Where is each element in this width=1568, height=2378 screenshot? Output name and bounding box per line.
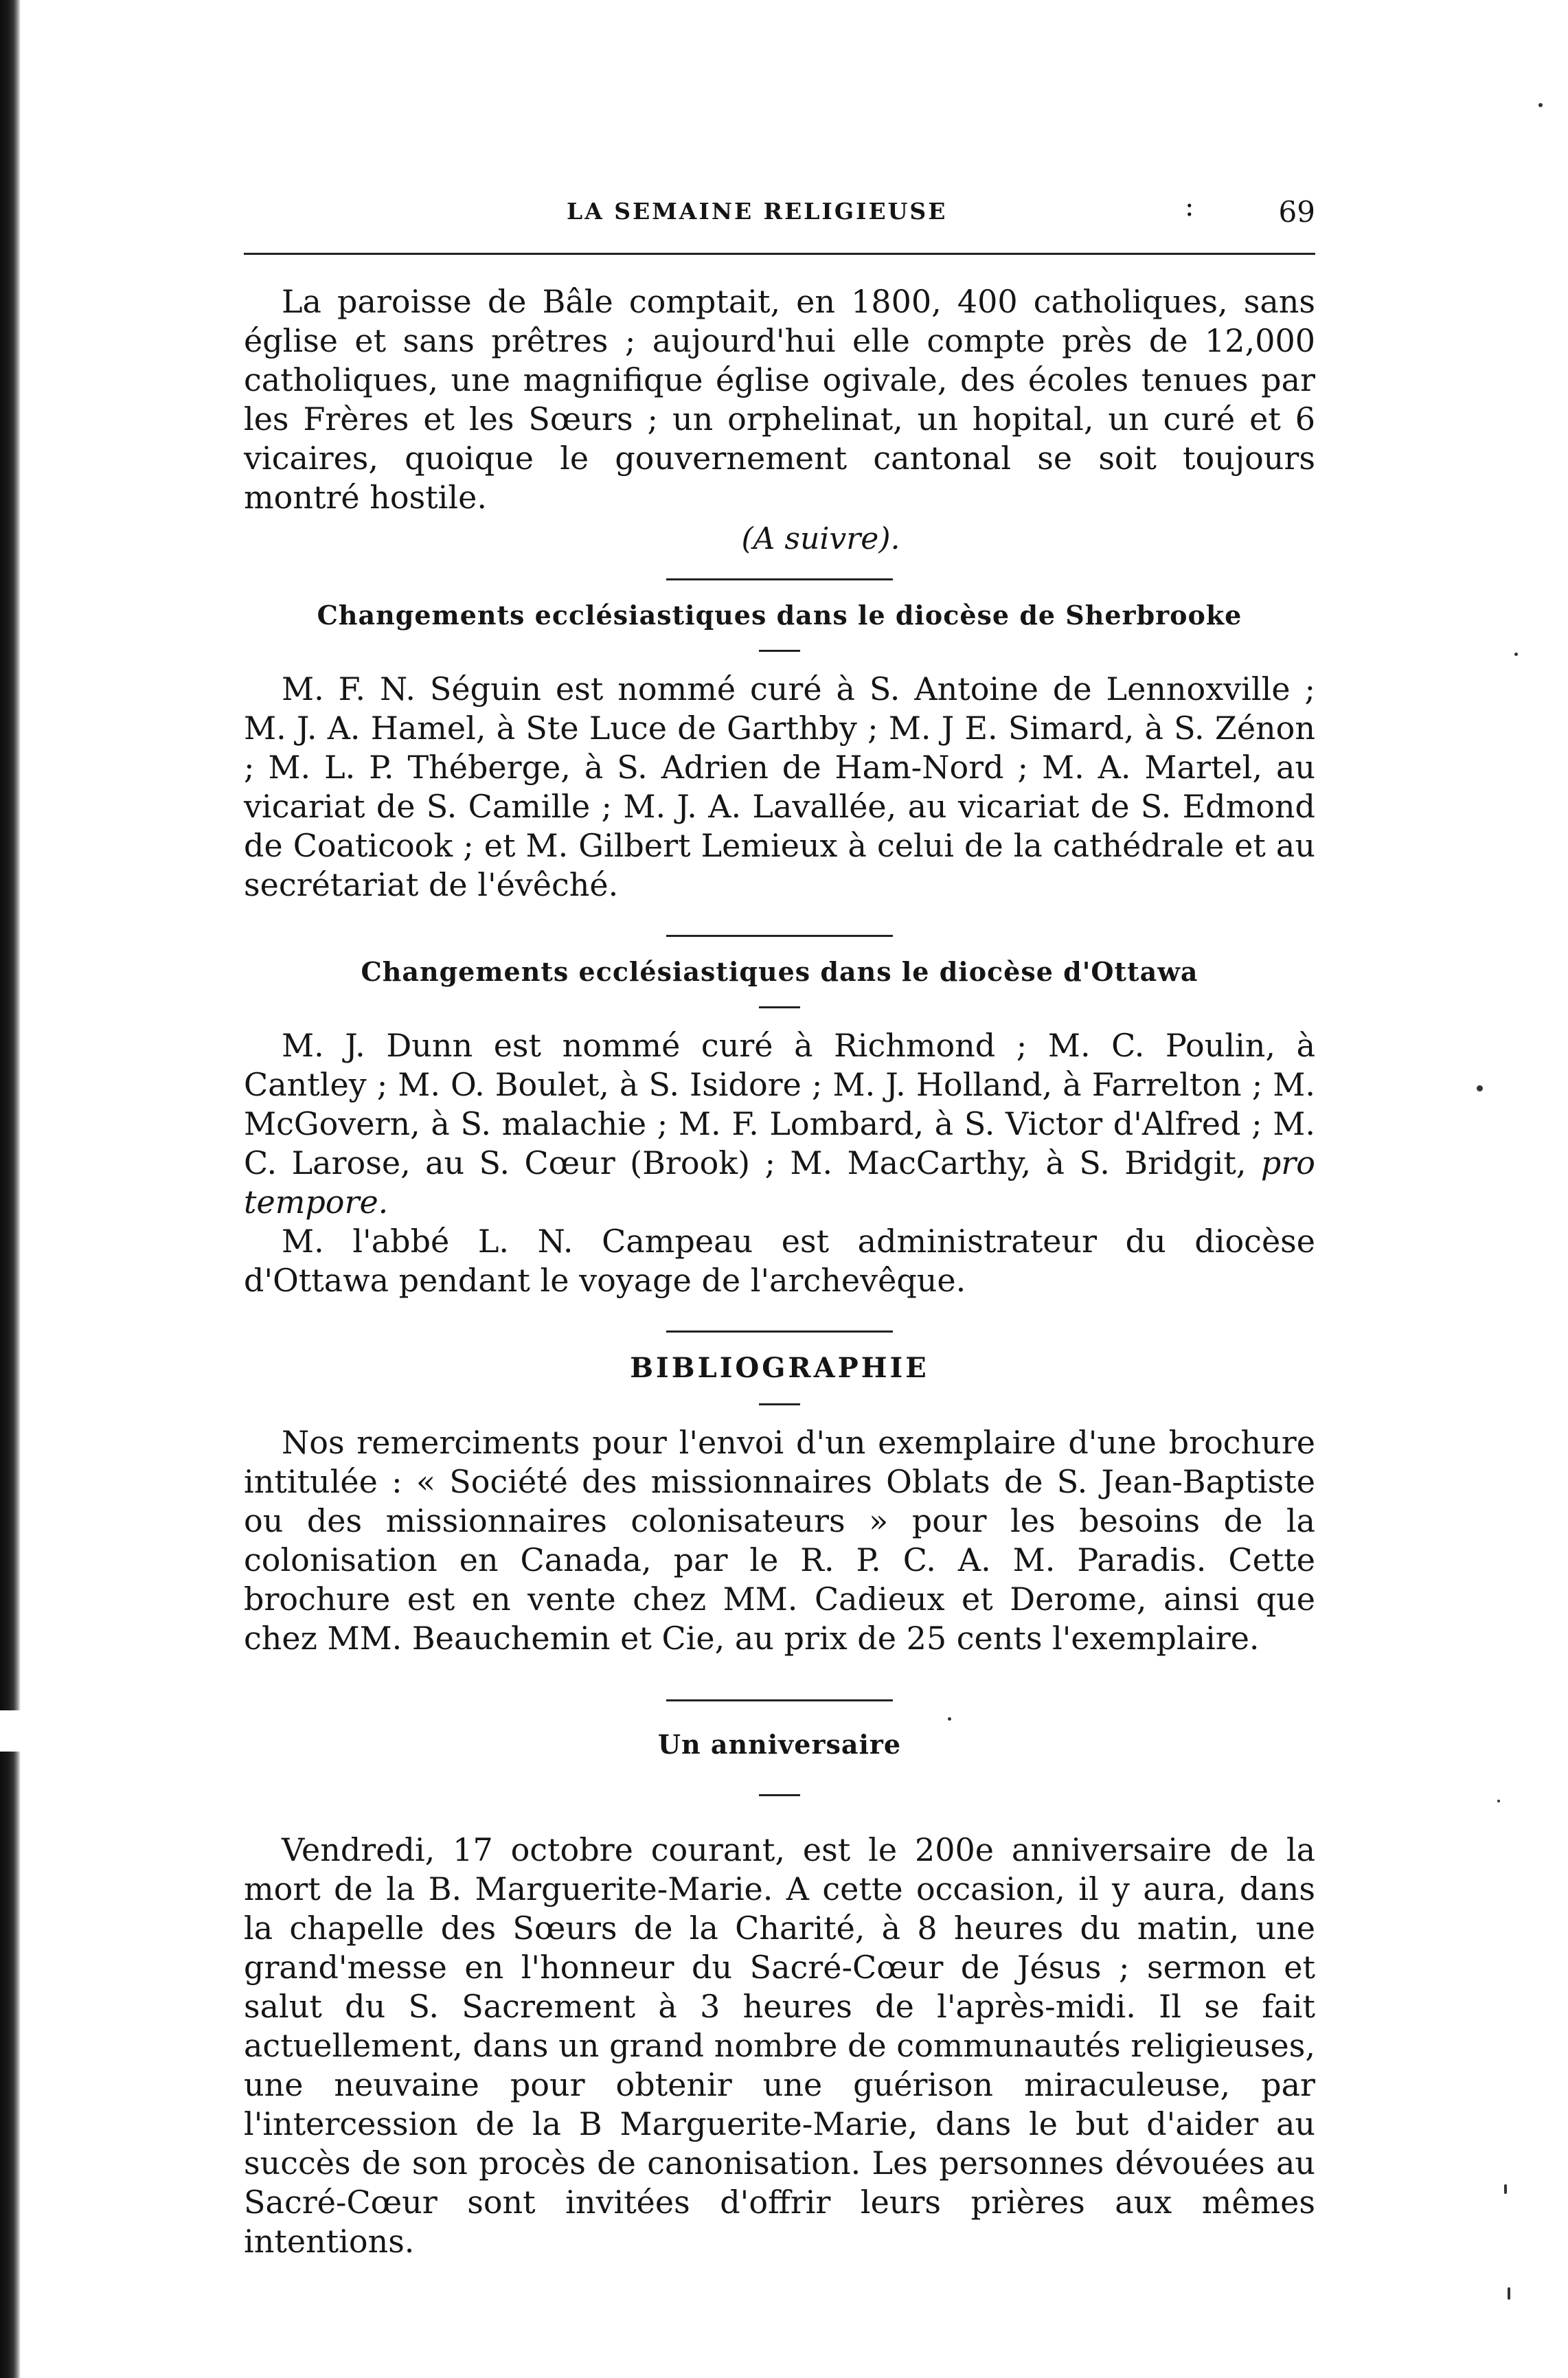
sherbrooke-heading: Changements ecclésiastiques dans le diocèse de Sherbrooke <box>317 600 1242 631</box>
section-divider <box>666 1699 893 1701</box>
ottawa-text: M. J. Dunn est nommé curé à Richmond ; M. C. Poulin, à Cantley ; M. O. Boulet, à S. Isidore ; M. J. Holland, à Farrelton ; M. McGovern, à S. malachie ; M. F. Lombard, à S. Victor d'Alfred ; M. C. Larose, au S. Cœur (Brook) ; M. MacCarthy, à S. Bridgit, <box>244 1027 1315 1181</box>
section-divider <box>666 1330 893 1333</box>
pro-tempore-text: pro tempore. <box>244 1144 1315 1221</box>
scan-speck <box>1538 103 1543 107</box>
anniversaire-paragraph: Vendredi, 17 octobre courant, est le 200e anniversaire de la mort de la B. Marguerite-Marie. A cette occasion, il y aura, dans la chapelle des Sœurs de la Charité, à 8 heures du matin, une grand'messe en l'honneur du Sacré-Cœur de Jésus ; sermon et salut du S. Sacrement à 3 heures de l'après-midi. Il se fait actuellement, dans un grand nombre de communautés religieuses, une neuvaine pour obtenir une guérison miraculeuse, par l'intercession de la B Marguerite-Marie, dans le but d'aider au succès de son procès de canonisation. Les personnes dévouées au Sacré-Cœur sont invitées d'offrir leurs prières aux mêmes intentions. <box>244 1831 1315 2260</box>
ottawa-heading: Changements ecclésiastiques dans le diocèse d'Ottawa <box>361 956 1198 987</box>
scan-speck <box>1497 1800 1500 1802</box>
heading-dash <box>759 1794 800 1796</box>
header-mark: : <box>1185 191 1194 223</box>
a-suivre-note: (A suivre). <box>741 521 900 556</box>
bibliographie-paragraph: Nos remerciments pour l'envoi d'un exemplaire d'une brochure intitulée : « Société des missionnaires Oblats de S. Jean-Baptiste ou des missionnaires colonisateurs » pour les besoins de la colonisation en Canada, par le R. P. C. A. M. Paradis. Cette brochure est en vente chez MM. Cadieux et Derome, ainsi que chez MM. Beauchemin et Cie, au prix de 25 cents l'exemplaire. <box>244 1424 1315 1657</box>
paragraph-intro: La paroisse de Bâle comptait, en 1800, 400 catholiques, sans église et sans prêtres ; aujourd'hui elle compte près de 12,000 catholiques, une magnifique église ogivale, des écoles tenues par les Frères et les Sœurs ; un orphelinat, un hopital, un curé et 6 vicaires, quoique le gouvernement cantonal se soit toujours montré hostile. <box>244 283 1315 516</box>
page <box>244 185 1315 2261</box>
section-divider <box>666 578 893 580</box>
scan-speck <box>1508 2287 1510 2300</box>
sherbrooke-paragraph: M. F. N. Séguin est nommé curé à S. Antoine de Lennoxville ; M. J. A. Hamel, à Ste Luce de Garthby ; M. J E. Simard, à S. Zénon ; M. L. P. Théberge, à S. Adrien de Ham-Nord ; M. A. Martel, au vicariat de S. Camille ; M. J. A. Lavallée, au vicariat de S. Edmond de Coaticook ; et M. Gilbert Lemieux à celui de la cathédrale et au secrétariat de l'évêché. <box>244 670 1315 903</box>
scan-border-gap <box>0 1710 23 1752</box>
scan-speck <box>1477 1085 1483 1091</box>
running-title: LA SEMAINE RELIGIEUSE <box>567 198 948 225</box>
heading-dash <box>759 1403 800 1405</box>
heading-dash <box>759 1006 800 1008</box>
ottawa-paragraph <box>244 1026 1315 1222</box>
page-number: 69 <box>1278 195 1315 229</box>
scan-border <box>0 0 21 2378</box>
bibliographie-heading: BIBLIOGRAPHIE <box>630 1352 929 1384</box>
running-header <box>244 185 1315 234</box>
section-divider <box>666 935 893 937</box>
scan-speck <box>1514 653 1518 656</box>
anniversaire-heading: Un anniversaire <box>657 1729 902 1760</box>
ottawa-paragraph-second: M. l'abbé L. N. Campeau est administrateur du diocèse d'Ottawa pendant le voyage de l'archevêque. <box>244 1223 1315 1299</box>
header-rule <box>244 253 1315 255</box>
scan-speck <box>1504 2184 1507 2194</box>
heading-dash <box>759 650 800 652</box>
